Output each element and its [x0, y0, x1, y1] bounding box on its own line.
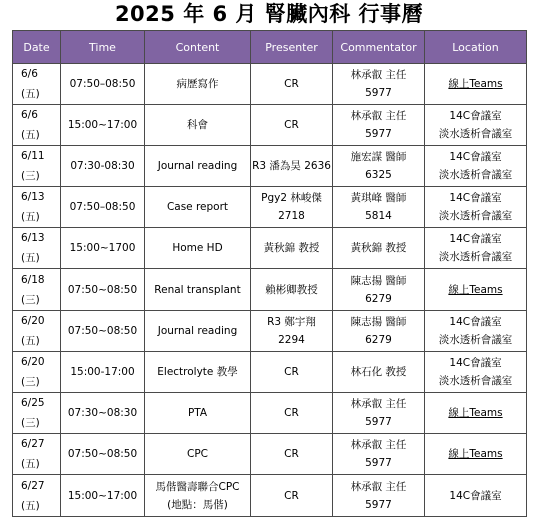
content-cell — [145, 311, 251, 352]
content-cell — [145, 475, 251, 517]
date: 6/6 — [21, 109, 38, 121]
date-cell — [13, 269, 61, 311]
commentator-cell — [333, 228, 425, 269]
time-cell: 07:50~08:50 — [61, 434, 145, 475]
content-cell — [145, 228, 251, 269]
presenter-cell — [251, 105, 333, 146]
presenter-cell-line1: 黃秋錦 教授 — [263, 242, 320, 254]
location-cell-line2: 淡水透析會議室 — [438, 334, 513, 346]
location-cell-line1: 14C會議室 — [449, 233, 502, 245]
content-cell — [145, 64, 251, 105]
location-cell — [425, 475, 527, 517]
commentator-cell-line1: 林承叡 主任 — [350, 110, 407, 122]
col-header-location: Location — [425, 31, 527, 64]
location-cell-line1: 14C會議室 — [449, 357, 502, 369]
col-header-date: Date — [13, 31, 61, 64]
commentator-cell — [333, 475, 425, 517]
location-cell-line1: 14C會議室 — [449, 151, 502, 163]
location-cell-line2: 淡水透析會議室 — [438, 210, 513, 222]
commentator-cell-line1: 林石化 教授 — [350, 366, 407, 378]
date: 6/13 — [21, 232, 45, 244]
commentator-cell-line2: 6325 — [365, 169, 392, 181]
weekday: (五) — [21, 252, 40, 264]
presenter-cell-line1: R3 潘為昊 2636 — [252, 160, 331, 172]
commentator-cell — [333, 434, 425, 475]
commentator-cell — [333, 269, 425, 311]
location-cell-line1: 14C會議室 — [449, 489, 502, 502]
date-cell — [13, 393, 61, 434]
table-row — [13, 228, 527, 269]
commentator-cell-line1: 陳志揚 醫師 — [350, 274, 407, 287]
header-row — [13, 31, 527, 64]
location-cell — [425, 146, 527, 187]
presenter-cell — [251, 352, 333, 393]
location-cell-line2: 淡水透析會議室 — [438, 251, 513, 263]
presenter-cell-line1: R3 鄭宇翔 — [267, 316, 316, 328]
commentator-cell-line2: 5977 — [365, 498, 392, 511]
content-cell — [145, 393, 251, 434]
content-cell-line1: Electrolyte 教學 — [157, 366, 238, 378]
time-cell: 15:00~17:00 — [61, 475, 145, 517]
presenter-cell — [251, 64, 333, 105]
commentator-cell-line2: 5977 — [365, 457, 392, 469]
weekday: (三) — [21, 170, 40, 182]
date-cell — [13, 187, 61, 228]
location-cell-line2: 淡水透析會議室 — [438, 169, 513, 181]
commentator-cell-line1: 林承叡 主任 — [350, 480, 407, 493]
table-row — [13, 434, 527, 475]
table-row — [13, 269, 527, 311]
location-cell — [425, 269, 527, 311]
table-row — [13, 311, 527, 352]
presenter-cell — [251, 269, 333, 311]
location-cell-line1[interactable]: 線上Teams — [448, 283, 503, 296]
presenter-cell — [251, 311, 333, 352]
col-header-content: Content — [145, 31, 251, 64]
presenter-cell-line1: CR — [284, 119, 299, 131]
presenter-cell-line2: 2294 — [278, 334, 305, 346]
date-cell — [13, 311, 61, 352]
presenter-cell-line1: CR — [284, 489, 299, 502]
time-cell: 07:30~08:30 — [61, 393, 145, 434]
time-cell: 07:50–08:50 — [61, 64, 145, 105]
content-cell-line1: 病歷寫作 — [176, 78, 219, 90]
commentator-cell-line1: 林承叡 主任 — [350, 439, 407, 451]
presenter-cell — [251, 434, 333, 475]
date-cell — [13, 105, 61, 146]
commentator-cell-line2: 5977 — [365, 87, 392, 99]
presenter-cell — [251, 146, 333, 187]
location-cell-line1: 14C會議室 — [449, 192, 502, 204]
date-cell — [13, 352, 61, 393]
commentator-cell — [333, 311, 425, 352]
presenter-cell — [251, 187, 333, 228]
presenter-cell-line1: CR — [284, 366, 299, 378]
commentator-cell-line1: 林承叡 主任 — [350, 398, 407, 410]
location-cell — [425, 64, 527, 105]
col-header-commentator: Commentator — [333, 31, 425, 64]
time-cell: 15:00~17:00 — [61, 105, 145, 146]
date: 6/6 — [21, 68, 38, 80]
col-header-presenter: Presenter — [251, 31, 333, 64]
date: 6/27 — [21, 479, 45, 492]
presenter-cell-line1: Pgy2 林峻傑 — [261, 192, 322, 204]
content-cell-line1: Renal transplant — [154, 283, 241, 296]
time-cell: 15:00-17:00 — [61, 352, 145, 393]
commentator-cell-line1: 黃秋錦 教授 — [350, 242, 407, 254]
location-cell-line1: 14C會議室 — [449, 316, 502, 328]
content-cell — [145, 352, 251, 393]
commentator-cell — [333, 146, 425, 187]
weekday: (三) — [21, 293, 40, 306]
location-cell — [425, 311, 527, 352]
commentator-cell — [333, 352, 425, 393]
commentator-cell-line1: 施宏謀 醫師 — [350, 151, 407, 163]
content-cell-line1: Journal reading — [157, 160, 238, 172]
location-cell-line1[interactable]: 線上Teams — [448, 407, 503, 419]
commentator-cell-line2: 5977 — [365, 128, 392, 140]
commentator-cell-line2: 6279 — [365, 292, 392, 305]
weekday: (五) — [21, 129, 40, 141]
table-row — [13, 105, 527, 146]
commentator-cell-line2: 5814 — [365, 210, 392, 222]
commentator-cell — [333, 105, 425, 146]
table-row — [13, 146, 527, 187]
date-cell — [13, 228, 61, 269]
weekday: (三) — [21, 376, 40, 388]
table-row — [13, 64, 527, 105]
date-cell — [13, 434, 61, 475]
date-cell — [13, 146, 61, 187]
weekday: (五) — [21, 458, 40, 470]
date-cell — [13, 64, 61, 105]
content-cell-line1: Journal reading — [157, 325, 238, 337]
table-row — [13, 475, 527, 517]
date: 6/20 — [21, 356, 45, 368]
time-cell: 07:50~08:50 — [61, 311, 145, 352]
content-cell-line1: Case report — [166, 201, 229, 213]
location-cell-line1: 14C會議室 — [449, 110, 502, 122]
commentator-cell-line2: 5977 — [365, 416, 392, 428]
content-cell — [145, 269, 251, 311]
location-cell — [425, 393, 527, 434]
table-row — [13, 352, 527, 393]
date: 6/27 — [21, 438, 45, 450]
commentator-cell-line2: 6279 — [365, 334, 392, 346]
col-header-time: Time — [61, 31, 145, 64]
location-cell-line1[interactable]: 線上Teams — [448, 448, 503, 460]
location-cell-line1[interactable]: 線上Teams — [448, 78, 503, 90]
commentator-cell-line1: 陳志揚 醫師 — [350, 316, 407, 328]
commentator-cell-line1: 林承叡 主任 — [350, 69, 407, 81]
presenter-cell — [251, 393, 333, 434]
weekday: (三) — [21, 417, 40, 429]
time-cell: 15:00~1700 — [61, 228, 145, 269]
presenter-cell-line1: 賴彬卿教授 — [265, 283, 318, 296]
date: 6/13 — [21, 191, 45, 203]
content-cell — [145, 434, 251, 475]
location-cell — [425, 105, 527, 146]
content-cell — [145, 105, 251, 146]
schedule-table — [12, 30, 527, 517]
location-cell — [425, 434, 527, 475]
presenter-cell-line1: CR — [284, 448, 299, 460]
date: 6/18 — [21, 273, 45, 286]
date: 6/20 — [21, 315, 45, 327]
presenter-cell — [251, 228, 333, 269]
content-cell-line1: 科會 — [187, 119, 208, 131]
date: 6/11 — [21, 150, 45, 162]
weekday: (五) — [21, 335, 40, 347]
commentator-cell — [333, 187, 425, 228]
content-cell — [145, 187, 251, 228]
location-cell — [425, 228, 527, 269]
content-cell-line2: (地點：馬偕) — [167, 498, 228, 511]
time-cell: 07:50–08:50 — [61, 187, 145, 228]
weekday: (五) — [21, 211, 40, 223]
time-cell: 07:50~08:50 — [61, 269, 145, 311]
content-cell-line1: PTA — [187, 407, 208, 419]
location-cell-line2: 淡水透析會議室 — [438, 128, 513, 140]
presenter-cell-line1: CR — [284, 407, 299, 419]
weekday: (五) — [21, 499, 40, 512]
table-row — [13, 187, 527, 228]
content-cell — [145, 146, 251, 187]
commentator-cell — [333, 64, 425, 105]
time-cell: 07:30-08:30 — [61, 146, 145, 187]
location-cell — [425, 187, 527, 228]
content-cell-line1: Home HD — [172, 242, 223, 254]
presenter-cell-line1: CR — [284, 78, 299, 90]
date: 6/25 — [21, 397, 45, 409]
commentator-cell — [333, 393, 425, 434]
weekday: (五) — [21, 88, 40, 100]
page-title: 2025 年 6 月 腎臟內科 行事曆 — [114, 2, 424, 26]
table-row — [13, 393, 527, 434]
presenter-cell-line2: 2718 — [278, 210, 305, 222]
location-cell — [425, 352, 527, 393]
date-cell — [13, 475, 61, 517]
commentator-cell-line1: 黃琪峰 醫師 — [350, 192, 407, 204]
content-cell-line1: CPC — [187, 448, 208, 460]
location-cell-line2: 淡水透析會議室 — [438, 375, 513, 387]
content-cell-line1: 馬偕醫壽聯合CPC — [155, 480, 240, 493]
presenter-cell — [251, 475, 333, 517]
